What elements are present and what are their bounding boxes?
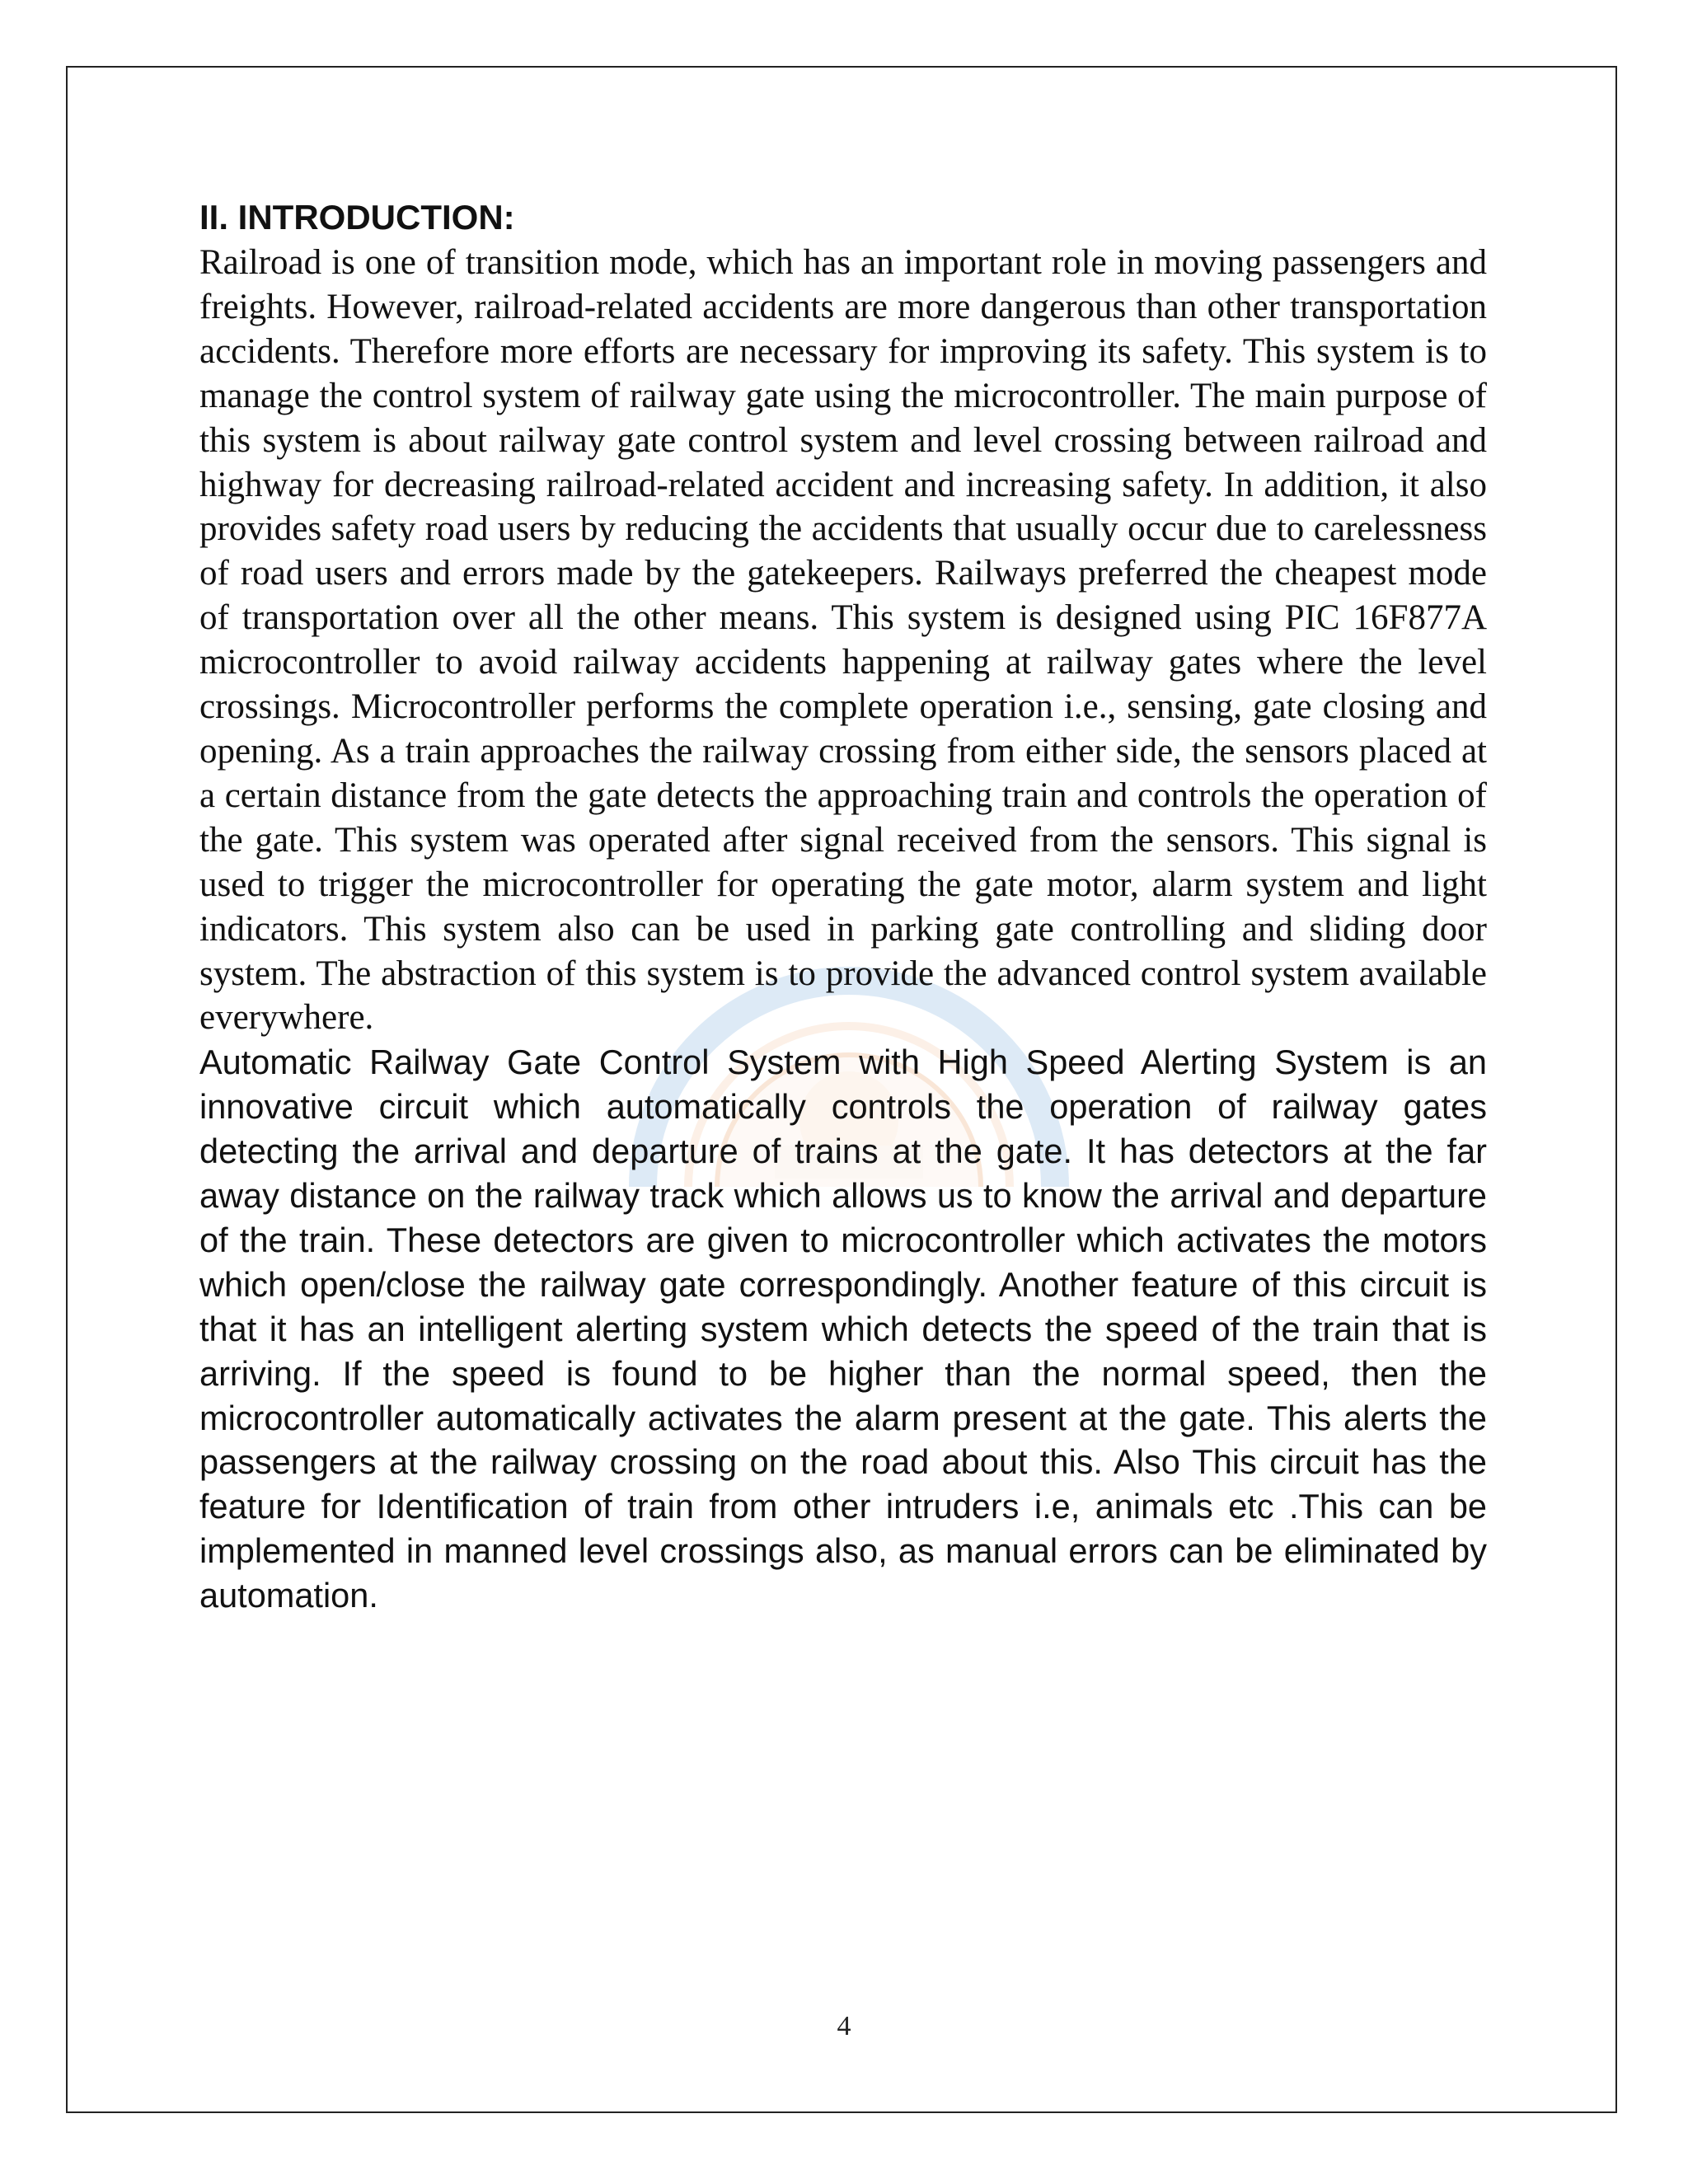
- intro-paragraph-1: Railroad is one of transition mode, which has an important role in moving passengers and freights. However, railroad-related accidents are more dangerous than other transportation accidents. Therefore more efforts are necessary for improving its safety. This system is to manage the control system of railway gate using the microcontroller. The main purpose of this system is about railway gate control system and level crossing between railroad and highway for decreasing railroad-related accident and increasing safety. In addition, it also provides safety road users by reducing the accidents that usually occur due to carelessness of road users and errors made by the gatekeepers. Railways preferred the cheapest mode of transportation over all the other means. This system is designed using PIC 16F877A microcontroller to avoid railway accidents happening at railway gates where the level crossings. Microcontroller performs the complete operation i.e., sensing, gate closing and opening. As a train approaches the railway crossing from either side, the sensors placed at a certain distance from the gate detects the approaching train and controls the operation of the gate. This system was operated after signal received from the sensors. This signal is used to trigger the microcontroller for operating the gate motor, alarm system and light indicators. This system also can be used in parking gate controlling and sliding door system. The abstraction of this system is to provide the advanced control system available everywhere.: [199, 243, 1487, 1038]
- page-number: 4: [837, 2011, 851, 2041]
- intro-paragraph-2: Automatic Railway Gate Control System with High Speed Alerting System is an innovative circuit which automatically controls the operation of railway gates detecting the arrival and departure of trains at the gate. It has detectors at the far away distance on the railway track which allows us to know the arrival and departure of the train. These detectors are given to microcontroller which activates the motors which open/close the railway gate correspondingly. Another feature of this circuit is that it has an intelligent alerting system which detects the speed of the train that is arriving. If the speed is found to be higher than the normal speed, then the microcontroller automatically activates the alarm present at the gate. This alerts the passengers at the railway crossing on the road about this. Also This circuit has the feature for Identification of train from other intruders i.e, animals etc .This can be implemented in manned level crossings also, as manual errors can be eliminated by automation.: [199, 1043, 1487, 1615]
- section-heading: II. INTRODUCTION:: [199, 198, 515, 237]
- document-body: [199, 194, 1487, 1618]
